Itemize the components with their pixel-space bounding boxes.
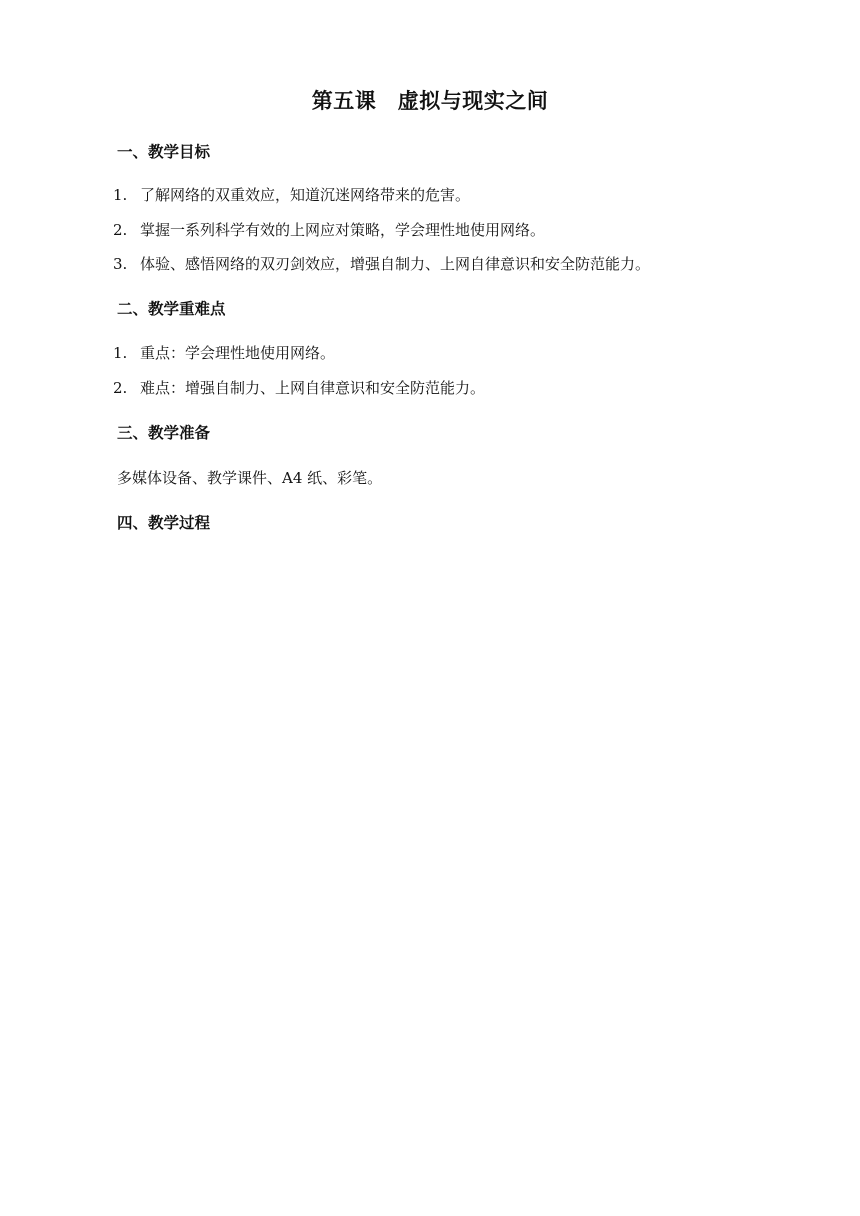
- list-item: [113, 184, 470, 206]
- section-heading-process: 四、教学过程: [117, 514, 211, 532]
- list-item: [113, 253, 650, 275]
- list-item: [113, 219, 545, 241]
- document-title: 第五课 虚拟与现实之间: [311, 89, 549, 113]
- section-heading-preparation: 三、教学准备: [117, 424, 211, 442]
- section-heading-key-points: 二、教学重难点: [117, 300, 226, 318]
- preparation-paragraph: 多媒体设备、教学课件、A4 纸、彩笔。: [117, 469, 383, 487]
- list-item: [113, 342, 335, 364]
- list-item-number: 3.: [113, 255, 128, 273]
- list-item: [113, 377, 485, 399]
- list-item-number: 1.: [113, 186, 128, 204]
- list-item-text: 重点：学会理性地使用网络。: [140, 344, 336, 362]
- list-item-text: 掌握一系列科学有效的上网应对策略，学会理性地使用网络。: [140, 221, 546, 239]
- list-item-text: 了解网络的双重效应，知道沉迷网络带来的危害。: [140, 186, 471, 204]
- list-item-number: 2.: [113, 379, 128, 397]
- list-item-number: 2.: [113, 221, 128, 239]
- list-item-number: 1.: [113, 344, 128, 362]
- section-heading-objectives: 一、教学目标: [117, 143, 211, 161]
- list-item-text: 体验、感悟网络的双刃剑效应，增强自制力、上网自律意识和安全防范能力。: [140, 255, 651, 273]
- list-item-text: 难点：增强自制力、上网自律意识和安全防范能力。: [140, 379, 486, 397]
